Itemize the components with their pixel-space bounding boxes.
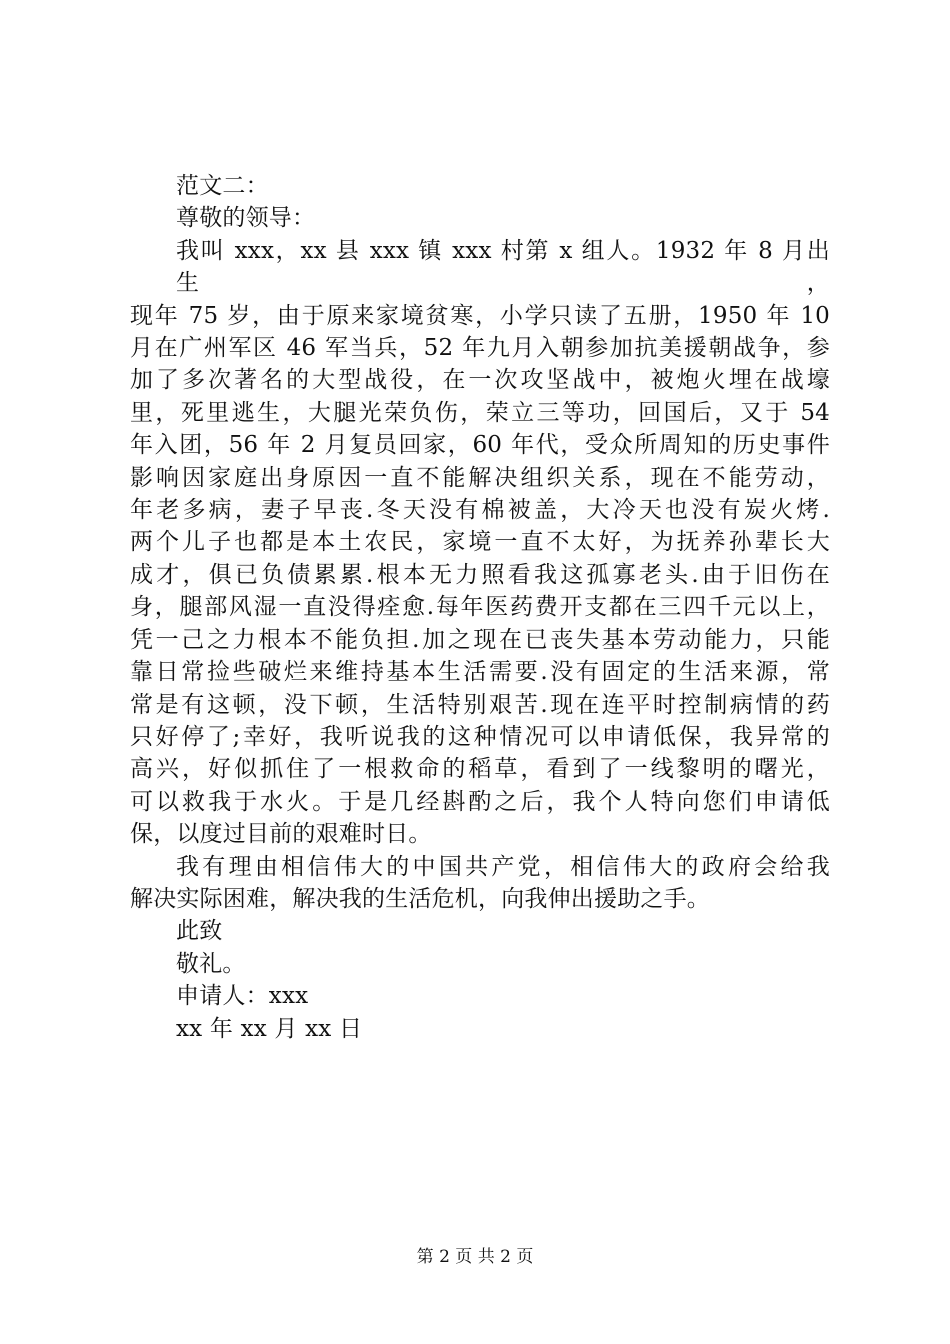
paragraph-line: 里，死里逃生，大腿光荣负伤，荣立三等功，回国后，又于 54 <box>130 399 830 426</box>
paragraph-line: 两个儿子也都是本土农民，家境一直不太好，为抚养孙辈长大 <box>130 529 830 556</box>
paragraph-line: 现年 75 岁，由于原来家境贫寒，小学只读了五册，1950 年 10 <box>130 302 830 329</box>
paragraph-line: 可以救我于水火。于是几经斟酌之后，我个人特向您们申请低 <box>130 788 830 815</box>
closing-line-2: 敬礼。 <box>176 950 246 977</box>
paragraph-line: 成才，俱已负债累累.根本无力照看我这孤寡老头.由于旧伤在 <box>130 561 830 588</box>
document-heading: 范文二： <box>176 173 269 199</box>
paragraph-line: 身，腿部风湿一直没得痊愈.每年医药费开支都在三四千元以上， <box>130 594 830 621</box>
paragraph-1 <box>130 235 830 851</box>
paragraph-line: 靠日常捡些破烂来维持基本生活需要.没有固定的生活来源，常 <box>130 659 830 686</box>
salutation: 尊敬的领导： <box>176 205 316 232</box>
paragraph-2 <box>130 851 830 916</box>
paragraph-line: 加了多次著名的大型战役，在一次攻坚战中，被炮火埋在战壕 <box>130 367 830 394</box>
paragraph-line: 影响因家庭出身原因一直不能解决组织关系，现在不能劳动， <box>130 464 830 491</box>
applicant-signature: 申请人：xxx <box>176 983 309 1010</box>
paragraph-line: 只好停了;幸好，我听说我的这种情况可以申请低保，我异常的 <box>130 723 830 750</box>
paragraph-line: 年入团，56 年 2 月复员回家，60 年代，受众所周知的历史事件 <box>130 432 830 459</box>
paragraph-line: 年老多病，妻子早丧.冬天没有棉被盖，大冷天也没有炭火烤. <box>130 497 830 524</box>
paragraph-line: 解决实际困难，解决我的生活危机，向我伸出援助之手。 <box>130 885 710 912</box>
paragraph-line: 保，以度过目前的艰难时日。 <box>130 821 432 848</box>
paragraph-line: 高兴，好似抓住了一根救命的稻草，看到了一线黎明的曙光， <box>130 756 830 783</box>
paragraph-line: 我有理由相信伟大的中国共产党，相信伟大的政府会给我 <box>176 853 830 880</box>
paragraph-line: 凭一己之力根本不能负担.加之现在已丧失基本劳动能力，只能 <box>130 626 830 653</box>
page-footer: 第 2 页 共 2 页 <box>416 1247 534 1267</box>
closing-line-1: 此致 <box>176 918 223 945</box>
paragraph-line: 我叫 xxx，xx 县 xxx 镇 xxx 村第 x 组人。1932 年 8 月出生， <box>176 237 830 297</box>
paragraph-line: 月在广州军区 46 军当兵，52 年九月入朝参加抗美援朝战争，参 <box>130 335 830 362</box>
paragraph-line: 常是有这顿，没下顿，生活特别艰苦.现在连平时控制病情的药 <box>130 691 830 718</box>
document-body <box>130 170 830 1045</box>
document-date: xx 年 xx 月 xx 日 <box>176 1015 363 1042</box>
